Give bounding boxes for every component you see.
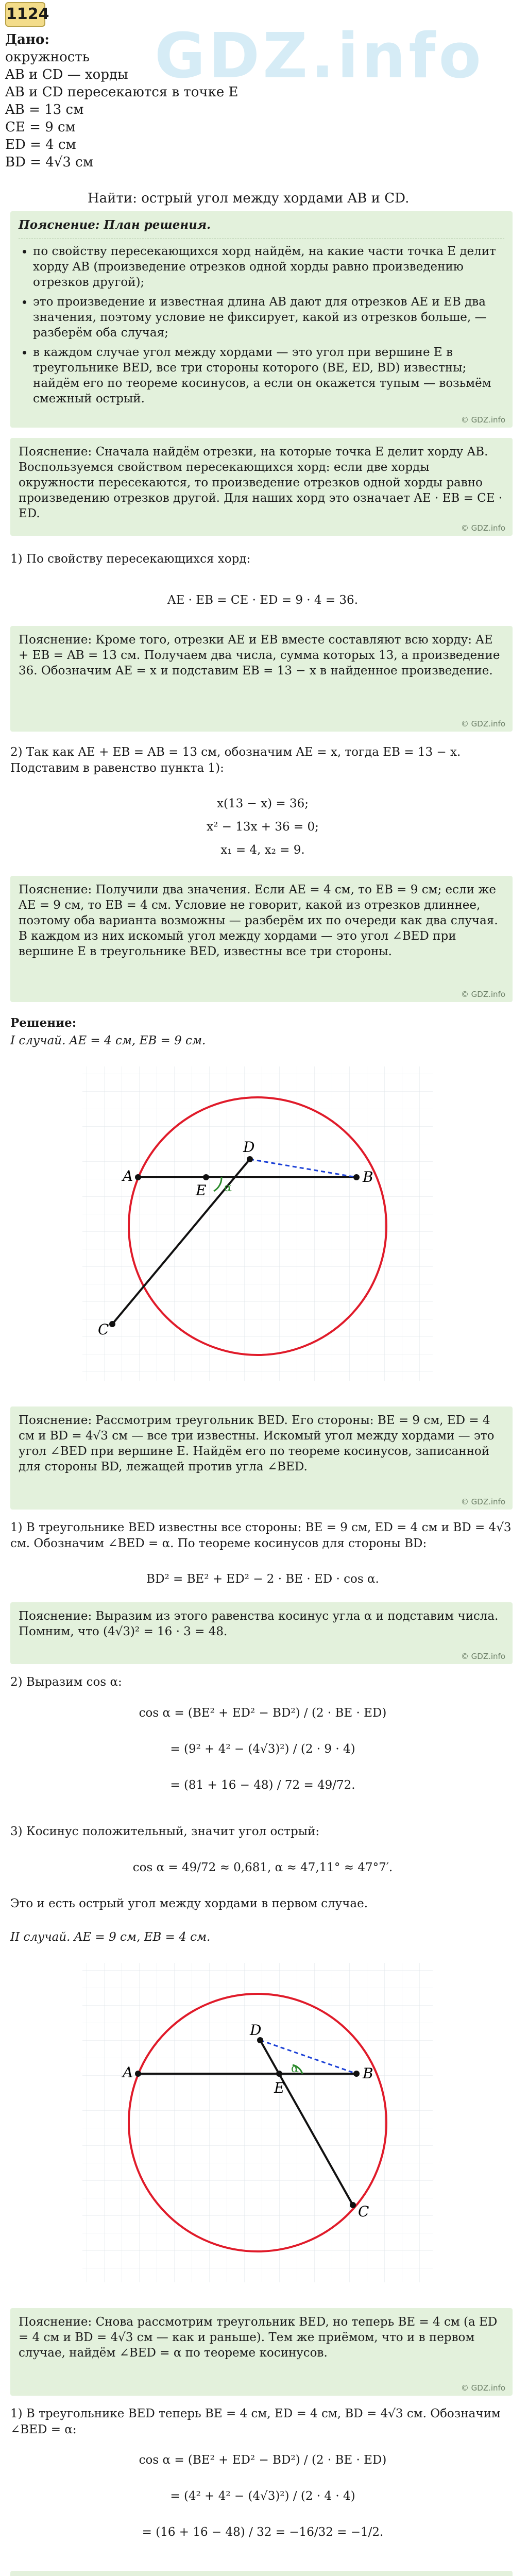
label-d: D — [243, 1139, 255, 1156]
point-e — [276, 2071, 282, 2077]
explanation-box — [10, 2308, 513, 2396]
given-line: окружность — [5, 49, 90, 65]
given-line: ED = 4 см — [5, 137, 76, 152]
point-a — [135, 1174, 141, 1180]
gdz-mark: © GDZ.info — [461, 1497, 505, 1506]
plan-item: • это произведение и известная длина AB дают для отрезков AE и EB два значения, поэтому условие не фиксирует, какой из отрезков больше, — разберём оба случая; — [33, 294, 504, 341]
plan-item: • по свойству пересекающихся хорд найдём, на какие части точка E делит хорду AB (произведение отрезков одной хорды равно произведению отрезков другой); — [33, 244, 504, 290]
point-b — [353, 1174, 360, 1180]
label-e: E — [274, 2079, 285, 2096]
explanation-box — [10, 1406, 513, 1510]
explanation-text: Пояснение: Рассмотрим треугольник BED. Его стороны: BE = 9 см, ED = 4 см и BD = 4√3 см — все три известны. Искомый угол между хордами — это угол ∠BED при вершине E. Найдём его по теореме косинусов, записанной для стороны BD, лежащей против угла ∠BED. — [19, 1414, 495, 1473]
watermark: GDZ.info — [155, 21, 484, 92]
formula: = (9² + 4² − (4√3)²) / (2 · 9 · 4) — [170, 1742, 355, 1756]
gdz-mark: © GDZ.info — [461, 2383, 505, 2393]
given-line: CE = 9 см — [5, 120, 76, 135]
given-line: AB и CD — хорды — [5, 67, 128, 82]
formula: = (4² + 4² − (4√3)²) / (2 · 4 · 4) — [170, 2489, 355, 2503]
grid — [82, 1066, 433, 1381]
figure-case2 — [52, 1953, 464, 2293]
step-text: 1) В треугольнике BED известны все стороны: BE = 9 см, ED = 4 см и BD = 4√3 см. Обозначим ∠BED = α. По теореме косинусов для стороны BD: — [10, 1521, 512, 1550]
point-b — [353, 2071, 360, 2077]
step-text: 3) Косинус положительный, значит угол острый: — [10, 1825, 320, 1838]
task-number: 1124 — [5, 2, 45, 27]
formula: AE · EB = CE · ED = 9 · 4 = 36. — [167, 594, 359, 607]
explanation-text: Пояснение: Снова рассмотрим треугольник BED, но теперь BE = 4 см (a ED = 4 см и BD = 4√3 см — как и раньше). Тем же приёмом, что и в первом случае, найдём ∠BED = α по теореме косинусов. — [19, 2315, 498, 2360]
formula: cos α = (BE² + ED² − BD²) / (2 · BE · ED) — [139, 2453, 387, 2467]
plan-title: Пояснение: План решения. — [19, 218, 211, 232]
point-c — [109, 1321, 115, 1327]
gdz-mark: © GDZ.info — [461, 719, 505, 728]
figure-case1 — [52, 1056, 464, 1391]
given-title: Дано: — [5, 32, 49, 47]
gdz-mark: © GDZ.info — [461, 415, 505, 425]
point-c — [350, 2202, 356, 2208]
formula: = (81 + 16 − 48) / 72 = 49/72. — [170, 1778, 355, 1792]
label-alpha: α — [291, 2062, 299, 2075]
label-d: D — [250, 2022, 262, 2039]
formula: = (16 + 16 − 48) / 32 = −16/32 = −1/2. — [142, 2526, 384, 2539]
explanation-box — [10, 626, 513, 732]
given-line: AB и CD пересекаются в точке E — [5, 84, 239, 100]
explanation-box — [10, 876, 513, 1002]
formula: cos α = 49/72 ≈ 0,681, α ≈ 47,11° ≈ 47°7′. — [132, 1861, 393, 1874]
formula: x₁ = 4, x₂ = 9. — [220, 843, 305, 857]
explanation-text: Пояснение: Выразим из этого равенства косинус угла α и подставим числа. Помним, что (4√3)² = 16 · 3 = 48. — [19, 1609, 499, 1638]
explanation-text: Пояснение: Кроме того, отрезки AE и EB вместе составляют всю хорду: AE + EB = AB = 13 см. Получаем два числа, сумма которых 13, а произведение 36. Обозначим AE = x и подставим EB = 13 − x в найденное произведение. — [19, 633, 500, 677]
label-e: E — [196, 1182, 207, 1199]
gdz-mark: © GDZ.info — [461, 1652, 505, 1661]
explanation-box — [10, 2571, 513, 2576]
find-line: Найти: острый угол между хордами AB и CD. — [88, 191, 410, 206]
point-d — [247, 1156, 253, 1162]
step-text: 2) Так как AE + EB = AB = 13 см, обозначим AE = x, тогда EB = 13 − x. Подставим в равенство пункта 1): — [10, 745, 461, 775]
label-c: C — [98, 1321, 109, 1338]
given-block — [5, 31, 238, 171]
grid — [82, 1963, 433, 2282]
solution-heading: Решение: — [10, 1016, 77, 1030]
formula: BD² = BE² + ED² − 2 · BE · ED · cos α. — [146, 1572, 379, 1586]
case-heading: I случай. AE = 4 см, EB = 9 см. — [10, 1034, 206, 1047]
label-a: A — [123, 2064, 133, 2081]
conclusion-text: Это и есть острый угол между хордами в первом случае. — [10, 1897, 368, 1910]
formula: cos α = (BE² + ED² − BD²) / (2 · BE · ED) — [139, 1706, 387, 1720]
plan-item: • в каждом случае угол между хордами — это угол при вершине E в треугольнике BED, все три стороны которого (BE, ED, BD) известны; найдём его по теореме косинусов, а если он окажется тупым — возьмём смежный острый. — [33, 345, 504, 406]
label-b: B — [363, 1168, 373, 1185]
explanation-text: Пояснение: Получили два значения. Если AE = 4 см, то EB = 9 см; если же AE = 9 см, то EB = 4 см. Условие не говорит, какой из отрезков длиннее, поэтому оба варианта возможны — разберём их по очереди как два случая. В каждом из них искомый угол между хордами — это угол ∠BED при вершине E в треугольнике BED, известны все три стороны. — [19, 883, 498, 958]
gdz-mark: © GDZ.info — [461, 523, 505, 533]
explanation-box — [10, 1602, 513, 1664]
gdz-mark: © GDZ.info — [461, 990, 505, 999]
point-e — [203, 1174, 209, 1180]
label-a: A — [123, 1167, 133, 1184]
given-line: AB = 13 см — [5, 102, 84, 117]
plan-box — [10, 211, 513, 428]
label-b: B — [363, 2065, 373, 2082]
formula: x(13 − x) = 36; — [217, 797, 309, 810]
explanation-box — [10, 438, 513, 536]
step-text: 1) По свойству пересекающихся хорд: — [10, 552, 251, 566]
formula: x² − 13x + 36 = 0; — [207, 820, 319, 834]
point-a — [135, 2071, 141, 2077]
given-line: BD = 4√3 см — [5, 155, 93, 170]
case-heading: II случай. AE = 9 см, EB = 4 см. — [10, 1930, 211, 1944]
explanation-text: Пояснение: Сначала найдём отрезки, на которые точка E делит хорду AB. Воспользуемся свойством пересекающихся хорд: если две хорды окружности пересекаются, то произведение отрезков одной хорды равно произведению отрезков другой. Для наших хорд это означает AE · EB = CE · ED. — [19, 445, 503, 520]
step-text: 2) Выразим cos α: — [10, 1675, 122, 1689]
step-text: 1) В треугольнике BED теперь BE = 4 см, ED = 4 см, BD = 4√3 см. Обозначим ∠BED = α: — [10, 2407, 501, 2436]
label-alpha: α — [224, 1181, 232, 1194]
label-c: C — [358, 2203, 369, 2220]
